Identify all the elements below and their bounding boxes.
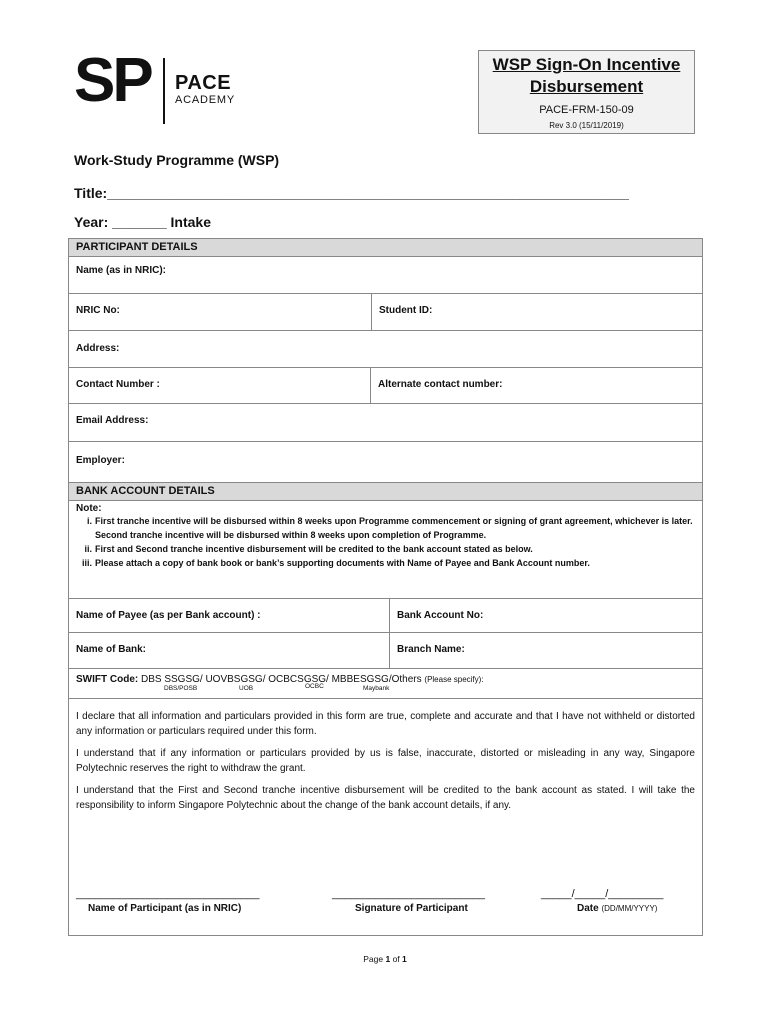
note-number: iii. — [81, 558, 92, 568]
swift-sub-uob: UOB — [239, 685, 254, 692]
form-title-line2: Disbursement — [529, 77, 644, 96]
application-form-table — [68, 238, 703, 936]
participant-name-line[interactable]: ______________________________ — [76, 888, 260, 900]
bank-details-header: BANK ACCOUNT DETAILS — [69, 483, 702, 501]
bank-account-label: Bank Account No: — [397, 610, 484, 621]
note-text: Please attach a copy of bank book or bank’s supporting documents with Name of Payee and Bank Account number. — [95, 558, 590, 568]
date-label — [577, 901, 657, 916]
note-item — [76, 514, 695, 542]
email-label: Email Address: — [76, 415, 149, 426]
employer-label: Employer: — [76, 455, 125, 466]
page-of: of — [390, 954, 403, 964]
page-prefix: Page — [363, 954, 386, 964]
programme-heading: Work-Study Programme (WSP) — [74, 152, 280, 168]
nric-row — [69, 294, 702, 331]
address-field[interactable] — [69, 331, 702, 368]
date-label-text: Date — [577, 903, 599, 914]
address-label: Address: — [76, 343, 120, 354]
nric-field[interactable] — [69, 294, 371, 330]
payee-row — [69, 599, 702, 633]
participant-details-header: PARTICIPANT DETAILS — [69, 239, 702, 257]
note-text: First tranche incentive will be disbursed within 8 weeks upon Programme commencement or signing of grant agreement, whichever is later. Second tranche incentive will be disbursed within 8 weeks upon completion of Programme. — [95, 516, 693, 540]
bank-account-field[interactable] — [389, 599, 702, 632]
date-format-hint: (DD/MM/YYYY) — [601, 904, 658, 913]
note-title: Note: — [76, 503, 102, 514]
bank-name-label: Name of Bank: — [76, 644, 147, 655]
declaration-paragraph: I understand that the First and Second tranche incentive disbursement will be credited to the bank account as stated. I will take the responsibility to inform Singapore Polytechnic about the change of the bank account details, if any. — [76, 785, 695, 811]
current-page: 1 — [385, 954, 391, 964]
logo-academy-text: ACADEMY — [175, 94, 235, 106]
name-field[interactable] — [69, 257, 702, 294]
bank-row — [69, 633, 702, 669]
swift-code-options: DBS SSGSG/ UOVBSGSG/ OCBCSGSG/ MBBESGSG/Others — [141, 674, 422, 685]
signature-label: Signature of Participant — [355, 903, 468, 914]
employer-field[interactable] — [69, 442, 702, 483]
swift-sub-maybank: Maybank — [363, 685, 390, 692]
note-number: i. — [86, 516, 92, 526]
form-title-line1: WSP Sign-On Incentive — [492, 55, 681, 74]
payee-name-label: Name of Payee (as per Bank account) : — [76, 610, 261, 621]
alternate-contact-label: Alternate contact number: — [378, 379, 503, 390]
declaration-section — [69, 699, 702, 935]
note-item — [76, 556, 695, 570]
swift-sub-dbs: DBS/POSB — [164, 685, 198, 692]
form-revision: Rev 3.0 (15/11/2019) — [549, 121, 624, 130]
swift-code-label: SWIFT Code: — [76, 674, 139, 685]
payee-name-field[interactable] — [69, 599, 389, 632]
participant-name-label: Name of Participant (as in NRIC) — [88, 903, 242, 914]
email-field[interactable] — [69, 404, 702, 442]
swift-sub-ocbc: OCBC — [305, 683, 324, 690]
logo-pace-text: PACE — [175, 72, 232, 94]
swift-specify-text: (Please specify): — [424, 675, 484, 684]
contact-number-label: Contact Number : — [76, 379, 160, 390]
student-id-field[interactable] — [371, 294, 702, 330]
logo-divider — [163, 58, 165, 124]
contact-row — [69, 368, 702, 404]
signature-line[interactable]: _________________________ — [332, 888, 485, 900]
form-title-box — [478, 50, 695, 134]
bank-name-field[interactable] — [69, 633, 389, 668]
student-id-label: Student ID: — [379, 305, 433, 316]
date-line[interactable]: _____/_____/_________ — [541, 888, 664, 900]
year-intake-field[interactable]: Year: _______ Intake — [74, 214, 211, 230]
contact-number-field[interactable] — [69, 368, 370, 403]
bank-notes — [69, 501, 702, 599]
branch-name-label: Branch Name: — [397, 644, 465, 655]
page-number — [0, 954, 770, 964]
title-field[interactable]: Title:___________________________________________________________________ — [74, 185, 629, 201]
total-pages: 1 — [402, 954, 407, 964]
branch-name-field[interactable] — [389, 633, 702, 668]
declaration-paragraph: I understand that if any information or particulars provided by us is false, inaccurate, distorted or misleading in any way, Singapore Polytechnic reserves the right to withdraw the grant. — [76, 748, 695, 774]
note-text: First and Second tranche incentive disbursement will be credited to the bank account stated as below. — [95, 544, 533, 554]
sp-logo: SP — [74, 46, 151, 115]
name-label: Name (as in NRIC): — [76, 265, 167, 276]
declaration-paragraph: I declare that all information and particulars provided in this form are true, complete and accurate and that I have not withheld or distorted any information or particulars required under this form. — [76, 711, 695, 737]
swift-code-field[interactable] — [69, 669, 702, 699]
alternate-contact-field[interactable] — [370, 368, 702, 403]
nric-label: NRIC No: — [76, 305, 120, 316]
form-code: PACE-FRM-150-09 — [539, 104, 634, 116]
note-item — [76, 542, 695, 556]
note-number: ii. — [84, 544, 92, 554]
